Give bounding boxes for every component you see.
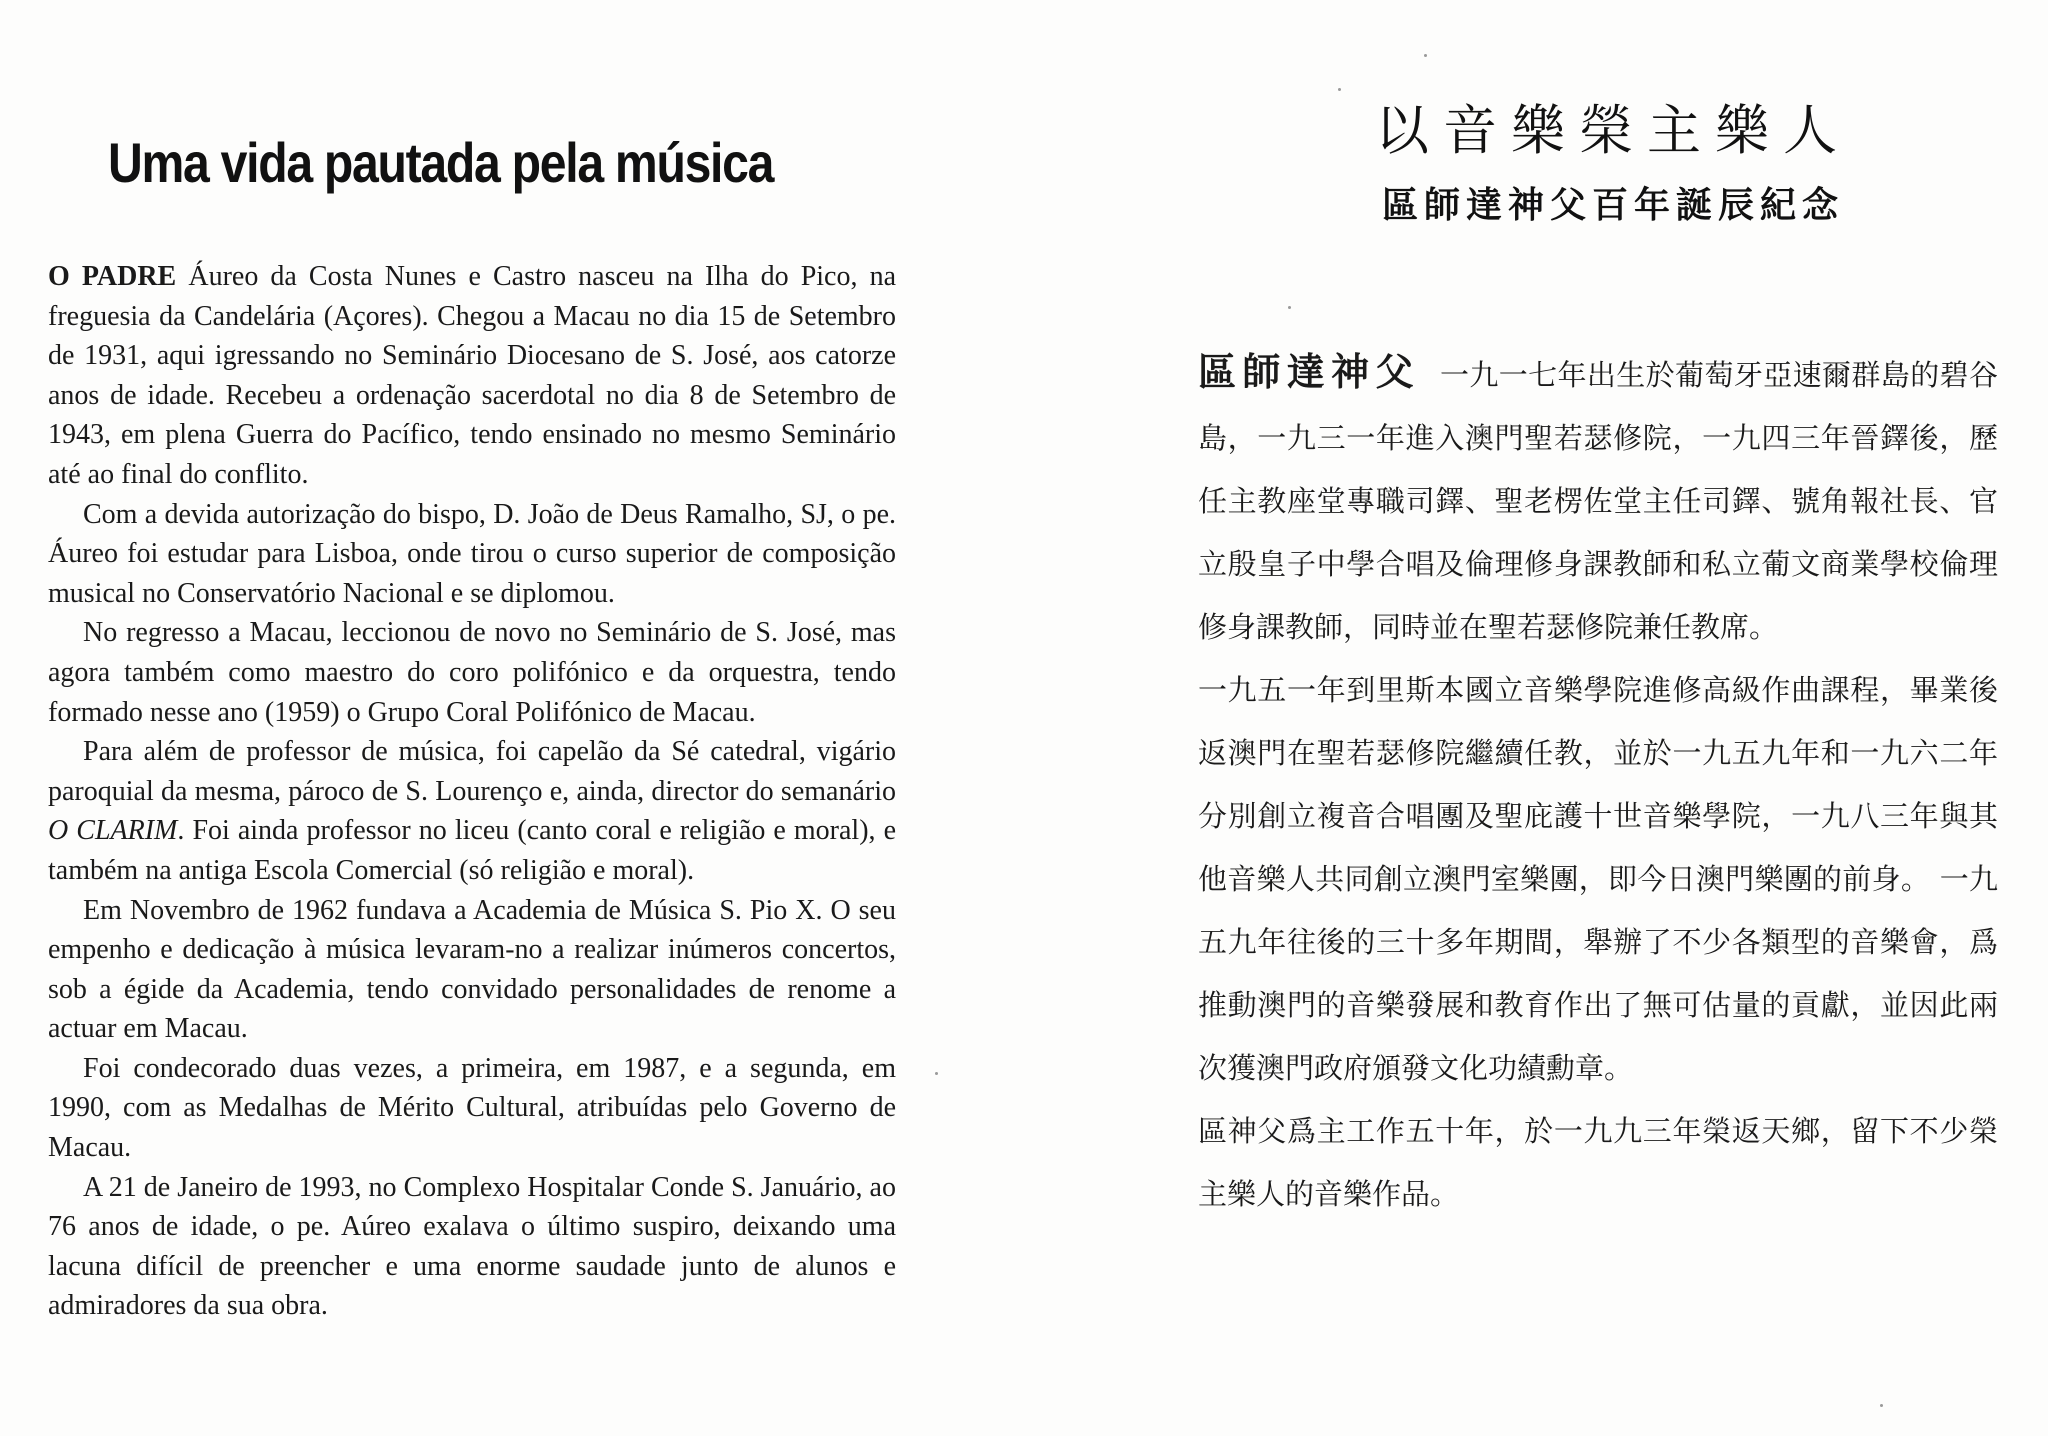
article-body-portuguese [48,257,896,1326]
zh-paragraph-3: 區神父爲主工作五十年，於一九九三年榮返天鄉，留下不少榮主樂人的音樂作品。 [1198,1114,1998,1211]
scan-speck [935,1072,938,1075]
zh-lead-in-name: 區師達神父 [1198,349,1420,394]
paragraph-1-text: Áureo da Costa Nunes e Castro nasceu na Ilha do Pico, na freguesia da Candelária (Açores). Chegou a Macau no dia 15 de Setembro de 1931, aqui igressando no Seminário Diocesano de S. José, aos catorze anos de idade. Recebeu a ordenação sacerdotal no dia 8 de Setembro de 1943, em plena Guerra do Pacífico, tendo ensinado no mesmo Seminário até ao final do conflito. [48,261,896,490]
article-body-chinese [1198,340,1998,1226]
page-title-chinese: 以音樂榮主樂人 [1375,99,1851,162]
page-subtitle-chinese: 區師達神父百年誕辰紀念 [1381,185,1844,226]
paragraph-6: Foi condecorado duas vezes, a primeira, em 1987, e a segunda, em 1990, com as Medalhas de Mérito Cultural, atribuídas pelo Governo de Macau. [48,1052,896,1164]
zh-paragraph-2: 一九五一年到里斯本國立音樂學院進修高級作曲課程，畢業後返澳門在聖若瑟修院繼續任教，並於一九五九年和一九六二年分別創立複音合唱團及聖庇護十世音樂學院，一九八三年與其他音樂人共同創立澳門室樂團，即今日澳門樂團的前身。 一九五九年往後的三十多年期間，舉辦了不少各類型的音樂會，爲推動澳門的音樂發展和教育作出了無可估量的貢獻，並因此兩次獲澳門政府頒發文化功績勳章。 [1198,673,1998,1085]
paragraph-2: Com a devida autorização do bispo, D. João de Deus Ramalho, SJ, o pe. Áureo foi estudar para Lisboa, onde tirou o curso superior de composição musical no Conservatório Nacional e se diplomou. [48,498,896,609]
scan-speck [1880,1404,1883,1407]
newspaper-name: O CLARIM [48,815,178,847]
paragraph-4-text-before: Para além de professor de música, foi capelão da Sé catedral, vigário paroquial da mesma, pároco de S. Lourenço e, ainda, director do semanário [48,736,896,807]
paragraph-4-text-after: . Foi ainda professor no liceu (canto coral e religião e moral), e também na antiga Escola Comercial (só religião e moral). [48,815,897,886]
zh-paragraph-1-text: 一九一七年出生於葡萄牙亞速爾群島的碧谷島，一九三一年進入澳門聖若瑟修院，一九四三年晉鐸後，歷任主教座堂專職司鐸、聖老楞佐堂主任司鐸、號角報社長、官立殷皇子中學合唱及倫理修身課教師和私立葡文商業學校倫理修身課教師，同時並在聖若瑟修院兼任教席。 [1198,358,1998,644]
paragraph-5: Em Novembro de 1962 fundava a Academia de Música S. Pio X. O seu empenho e dedicação à música levaram-no a realizar inúmeros concertos, sob a égide da Academia, tendo convidado personalidades de renome a actuar em Macau. [48,894,896,1045]
scan-speck [1288,306,1291,309]
paragraph-3: No regresso a Macau, leccionou de novo no Seminário de S. José, mas agora também como maestro do coro polifónico e da orquestra, tendo formado nesse ano (1959) o Grupo Coral Polifónico de Macau. [48,617,896,728]
left-page-portuguese [48,130,896,1326]
paragraph-7: A 21 de Janeiro de 1993, no Complexo Hospitalar Conde S. Januário, ao 76 anos de idade, o pe. Aúreo exalava o último suspiro, deixando uma lacuna difícil de preencher e uma enorme saudade junto de alunos e admiradores da sua obra. [48,1171,896,1322]
page-title-portuguese: Uma vida pautada pela música [108,131,774,194]
paragraph-1 [48,257,896,495]
scan-speck [1424,54,1427,57]
lead-in-text: O PADRE [48,261,177,292]
scan-speck [1338,88,1341,91]
paragraph-4 [48,732,896,890]
zh-paragraph-1 [1198,340,1998,659]
right-page-chinese [1198,88,1998,1226]
